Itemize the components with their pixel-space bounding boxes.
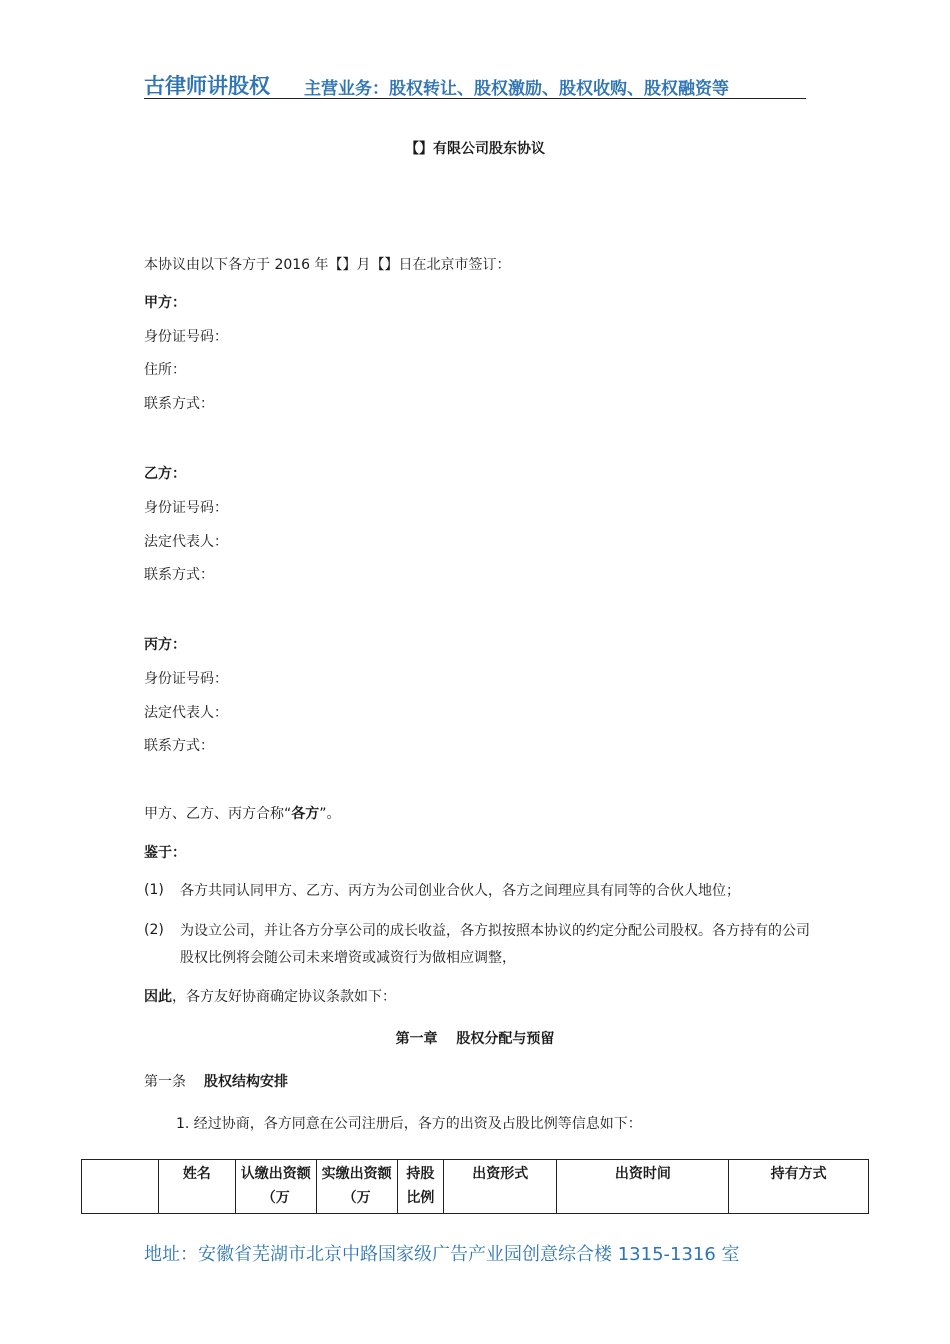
brand-name: 古律师讲股权	[144, 74, 270, 98]
table-header-cell: 姓名	[158, 1160, 235, 1214]
article-heading	[144, 1071, 288, 1091]
whereas-item-2-text: 为设立公司，并让各方分享公司的成长收益，各方拟按照本协议的约定分配公司股权。各方持有的公司股权比例将会随公司未来增资或减资行为做相应调整，	[180, 923, 810, 966]
party-a-id-field: 身份证号码：	[144, 329, 228, 345]
footer-address: 地址：安徽省芜湖市北京中路国家级广告产业园创意综合楼 1315-1316 室	[144, 1244, 740, 1265]
page-header	[144, 70, 806, 99]
party-b-label: 乙方：	[144, 466, 186, 482]
party-c-legal-rep-field: 法定代表人：	[144, 705, 228, 721]
business-scope: 主营业务：股权转让、股权激励、股权收购、股权融资等	[304, 79, 729, 99]
table-header-cell: 出资时间	[557, 1160, 729, 1214]
conclusion-bold: 因此	[144, 989, 172, 1005]
party-b-legal-rep-field: 法定代表人：	[144, 534, 228, 550]
intro-text: 本协议由以下各方于 2016 年【】月【】日在北京市签订：	[144, 257, 511, 273]
chapter-heading: 第一章 股权分配与预留	[395, 1031, 555, 1047]
collective-term: 各方	[291, 806, 320, 822]
clause-point-1: 1. 经过协商，各方同意在公司注册后，各方的出资及占股比例等信息如下：	[176, 1116, 642, 1132]
party-b-contact-field: 联系方式：	[144, 567, 214, 583]
table-header-cell: 持有方式	[729, 1160, 869, 1214]
table-header-cell: 实缴出资额（万	[316, 1160, 397, 1214]
whereas-item-1-number: (1)	[144, 882, 164, 898]
conclusion-rest: ，各方友好协商确定协议条款如下：	[172, 989, 396, 1005]
equity-table	[81, 1159, 869, 1214]
table-header-row	[82, 1160, 869, 1214]
conclusion-text	[144, 987, 396, 1007]
whereas-item-2-number: (2)	[144, 922, 164, 938]
table-header-cell: 出资形式	[444, 1160, 557, 1214]
table-header-cell: 认缴出资额（万	[235, 1160, 316, 1214]
article-number: 第一条	[144, 1074, 186, 1090]
party-a-address-field: 住所：	[144, 362, 186, 378]
collective-definition	[144, 804, 341, 824]
party-c-label: 丙方：	[144, 637, 186, 653]
party-c-id-field: 身份证号码：	[144, 671, 228, 687]
whereas-label: 鉴于：	[144, 845, 186, 861]
collective-suffix: ”。	[319, 806, 341, 822]
table-header-cell	[82, 1160, 159, 1214]
collective-prefix: 甲方、乙方、丙方合称“	[144, 806, 292, 822]
party-a-label: 甲方：	[144, 295, 186, 311]
table-header-cell: 持股比例	[397, 1160, 444, 1214]
whereas-item-1-text: 各方共同认同甲方、乙方、丙方为公司创业合伙人，各方之间理应具有同等的合伙人地位；	[180, 883, 740, 899]
document-title: 【】有限公司股东协议	[405, 141, 545, 157]
party-c-contact-field: 联系方式：	[144, 738, 214, 754]
party-b-id-field: 身份证号码：	[144, 500, 228, 516]
article-title: 股权结构安排	[204, 1074, 288, 1090]
party-a-contact-field: 联系方式：	[144, 396, 214, 412]
